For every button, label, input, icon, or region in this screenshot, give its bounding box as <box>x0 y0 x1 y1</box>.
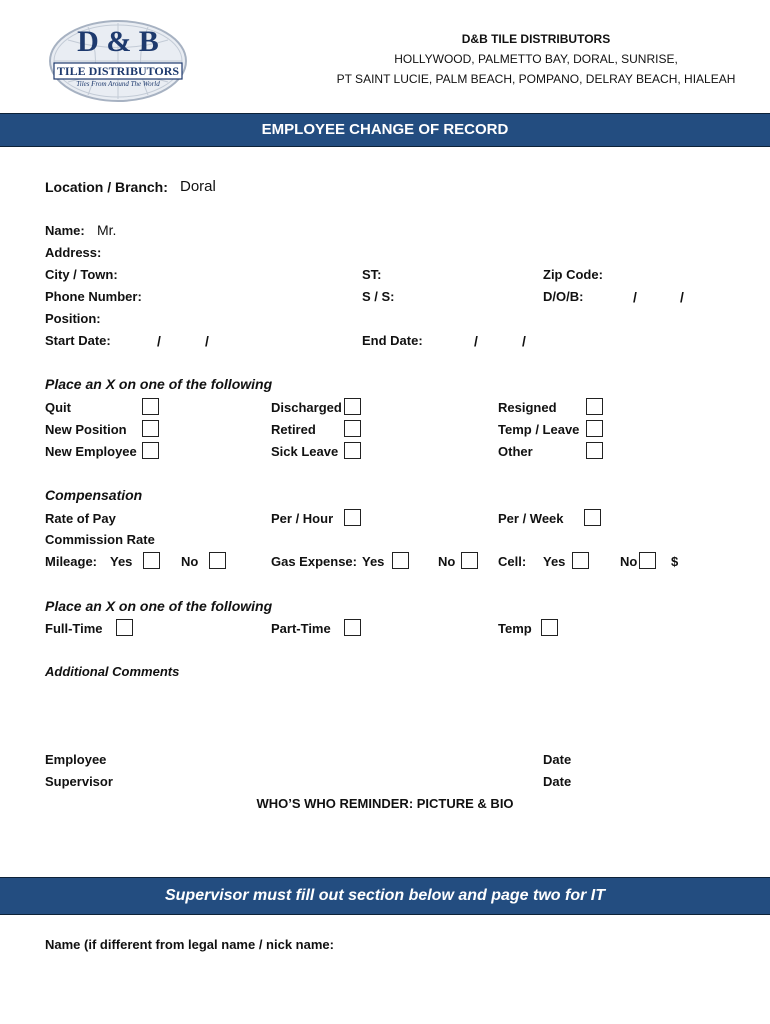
end-date-separator-1: / <box>474 333 478 349</box>
part-time-label: Part-Time <box>271 621 331 636</box>
logo-subtitle: TILE DISTRIBUTORS <box>56 64 180 78</box>
new-position-checkbox[interactable] <box>142 420 159 437</box>
name-label: Name: <box>45 223 85 238</box>
mileage-no-label: No <box>181 554 199 569</box>
gas-no-label: No <box>438 554 456 569</box>
per-week-checkbox[interactable] <box>584 509 601 526</box>
name-value[interactable]: Mr. <box>97 222 117 238</box>
end-date-label: End Date: <box>362 333 423 348</box>
employee-signature-label: Employee <box>45 752 107 767</box>
status-section-heading: Place an X on one of the following <box>45 376 273 392</box>
dob-label: D/O/B: <box>543 289 584 304</box>
logo-tagline: Tiles From Around The World <box>76 80 160 88</box>
retired-label: Retired <box>271 422 316 437</box>
commission-rate-label: Commission Rate <box>45 532 155 547</box>
gas-expense-label: Gas Expense: <box>271 554 357 569</box>
quit-label: Quit <box>45 400 71 415</box>
ssn-label: S / S: <box>362 289 395 304</box>
location-label: Location / Branch: <box>45 179 168 195</box>
supervisor-signature-label: Supervisor <box>45 774 113 789</box>
discharged-checkbox[interactable] <box>344 398 361 415</box>
resigned-checkbox[interactable] <box>586 398 603 415</box>
position-label: Position: <box>45 311 101 326</box>
gas-no-checkbox[interactable] <box>461 552 478 569</box>
nickname-label: Name (if different from legal name / nick name: <box>45 937 334 952</box>
company-logo <box>48 20 188 102</box>
location-value[interactable]: Doral <box>180 178 216 195</box>
temp-label: Temp <box>498 621 532 636</box>
quit-checkbox[interactable] <box>142 398 159 415</box>
new-employee-checkbox[interactable] <box>142 442 159 459</box>
compensation-heading: Compensation <box>45 487 143 503</box>
state-label: ST: <box>362 267 382 282</box>
start-date-label: Start Date: <box>45 333 111 348</box>
retired-checkbox[interactable] <box>344 420 361 437</box>
mileage-label: Mileage: <box>45 554 98 569</box>
mileage-no-checkbox[interactable] <box>209 552 226 569</box>
temp-leave-checkbox[interactable] <box>586 420 603 437</box>
end-date-separator-2: / <box>522 333 526 349</box>
company-locations-line1: HOLLYWOOD, PALMETTO BAY, DORAL, SUNRISE, <box>394 52 678 66</box>
new-employee-label: New Employee <box>45 444 137 459</box>
other-checkbox[interactable] <box>586 442 603 459</box>
temp-leave-label: Temp / Leave <box>498 422 580 437</box>
additional-comments-heading: Additional Comments <box>45 664 180 679</box>
per-hour-label: Per / Hour <box>271 511 334 526</box>
start-date-separator-1: / <box>157 333 161 349</box>
cell-dollar-sign: $ <box>671 554 679 569</box>
full-time-checkbox[interactable] <box>116 619 133 636</box>
address-label: Address: <box>45 245 102 260</box>
part-time-checkbox[interactable] <box>344 619 361 636</box>
new-position-label: New Position <box>45 422 127 437</box>
gas-yes-label: Yes <box>362 554 385 569</box>
logo-text: D & B <box>77 25 159 58</box>
dob-separator-1: / <box>633 289 637 305</box>
company-locations-line2: PT SAINT LUCIE, PALM BEACH, POMPANO, DELRAY BEACH, HIALEAH <box>336 72 736 86</box>
supervisor-banner <box>0 877 770 915</box>
other-label: Other <box>498 444 533 459</box>
resigned-label: Resigned <box>498 400 557 415</box>
mileage-yes-label: Yes <box>110 554 133 569</box>
employment-section-heading: Place an X on one of the following <box>45 598 273 614</box>
per-hour-checkbox[interactable] <box>344 509 361 526</box>
temp-checkbox[interactable] <box>541 619 558 636</box>
gas-yes-checkbox[interactable] <box>392 552 409 569</box>
mileage-yes-checkbox[interactable] <box>143 552 160 569</box>
sick-leave-checkbox[interactable] <box>344 442 361 459</box>
employee-date-label: Date <box>543 752 572 767</box>
phone-label: Phone Number: <box>45 289 142 304</box>
supervisor-date-label: Date <box>543 774 572 789</box>
zip-label: Zip Code: <box>543 267 603 282</box>
dob-separator-2: / <box>680 289 684 305</box>
cell-yes-checkbox[interactable] <box>572 552 589 569</box>
discharged-label: Discharged <box>271 400 342 415</box>
sick-leave-label: Sick Leave <box>271 444 339 459</box>
form-title: EMPLOYEE CHANGE OF RECORD <box>261 121 509 138</box>
whos-who-reminder: WHO’S WHO REMINDER: PICTURE & BIO <box>256 796 514 811</box>
cell-no-checkbox[interactable] <box>639 552 656 569</box>
city-label: City / Town: <box>45 267 118 282</box>
cell-label: Cell: <box>498 554 527 569</box>
start-date-separator-2: / <box>205 333 209 349</box>
supervisor-banner-text: Supervisor must fill out section below and page two for IT <box>164 887 606 904</box>
form-title-banner <box>0 113 770 147</box>
cell-yes-label: Yes <box>543 554 566 569</box>
company-name: D&B TILE DISTRIBUTORS <box>461 32 611 46</box>
full-time-label: Full-Time <box>45 621 103 636</box>
rate-of-pay-label: Rate of Pay <box>45 511 116 526</box>
per-week-label: Per / Week <box>498 511 564 526</box>
cell-no-label: No <box>620 554 638 569</box>
